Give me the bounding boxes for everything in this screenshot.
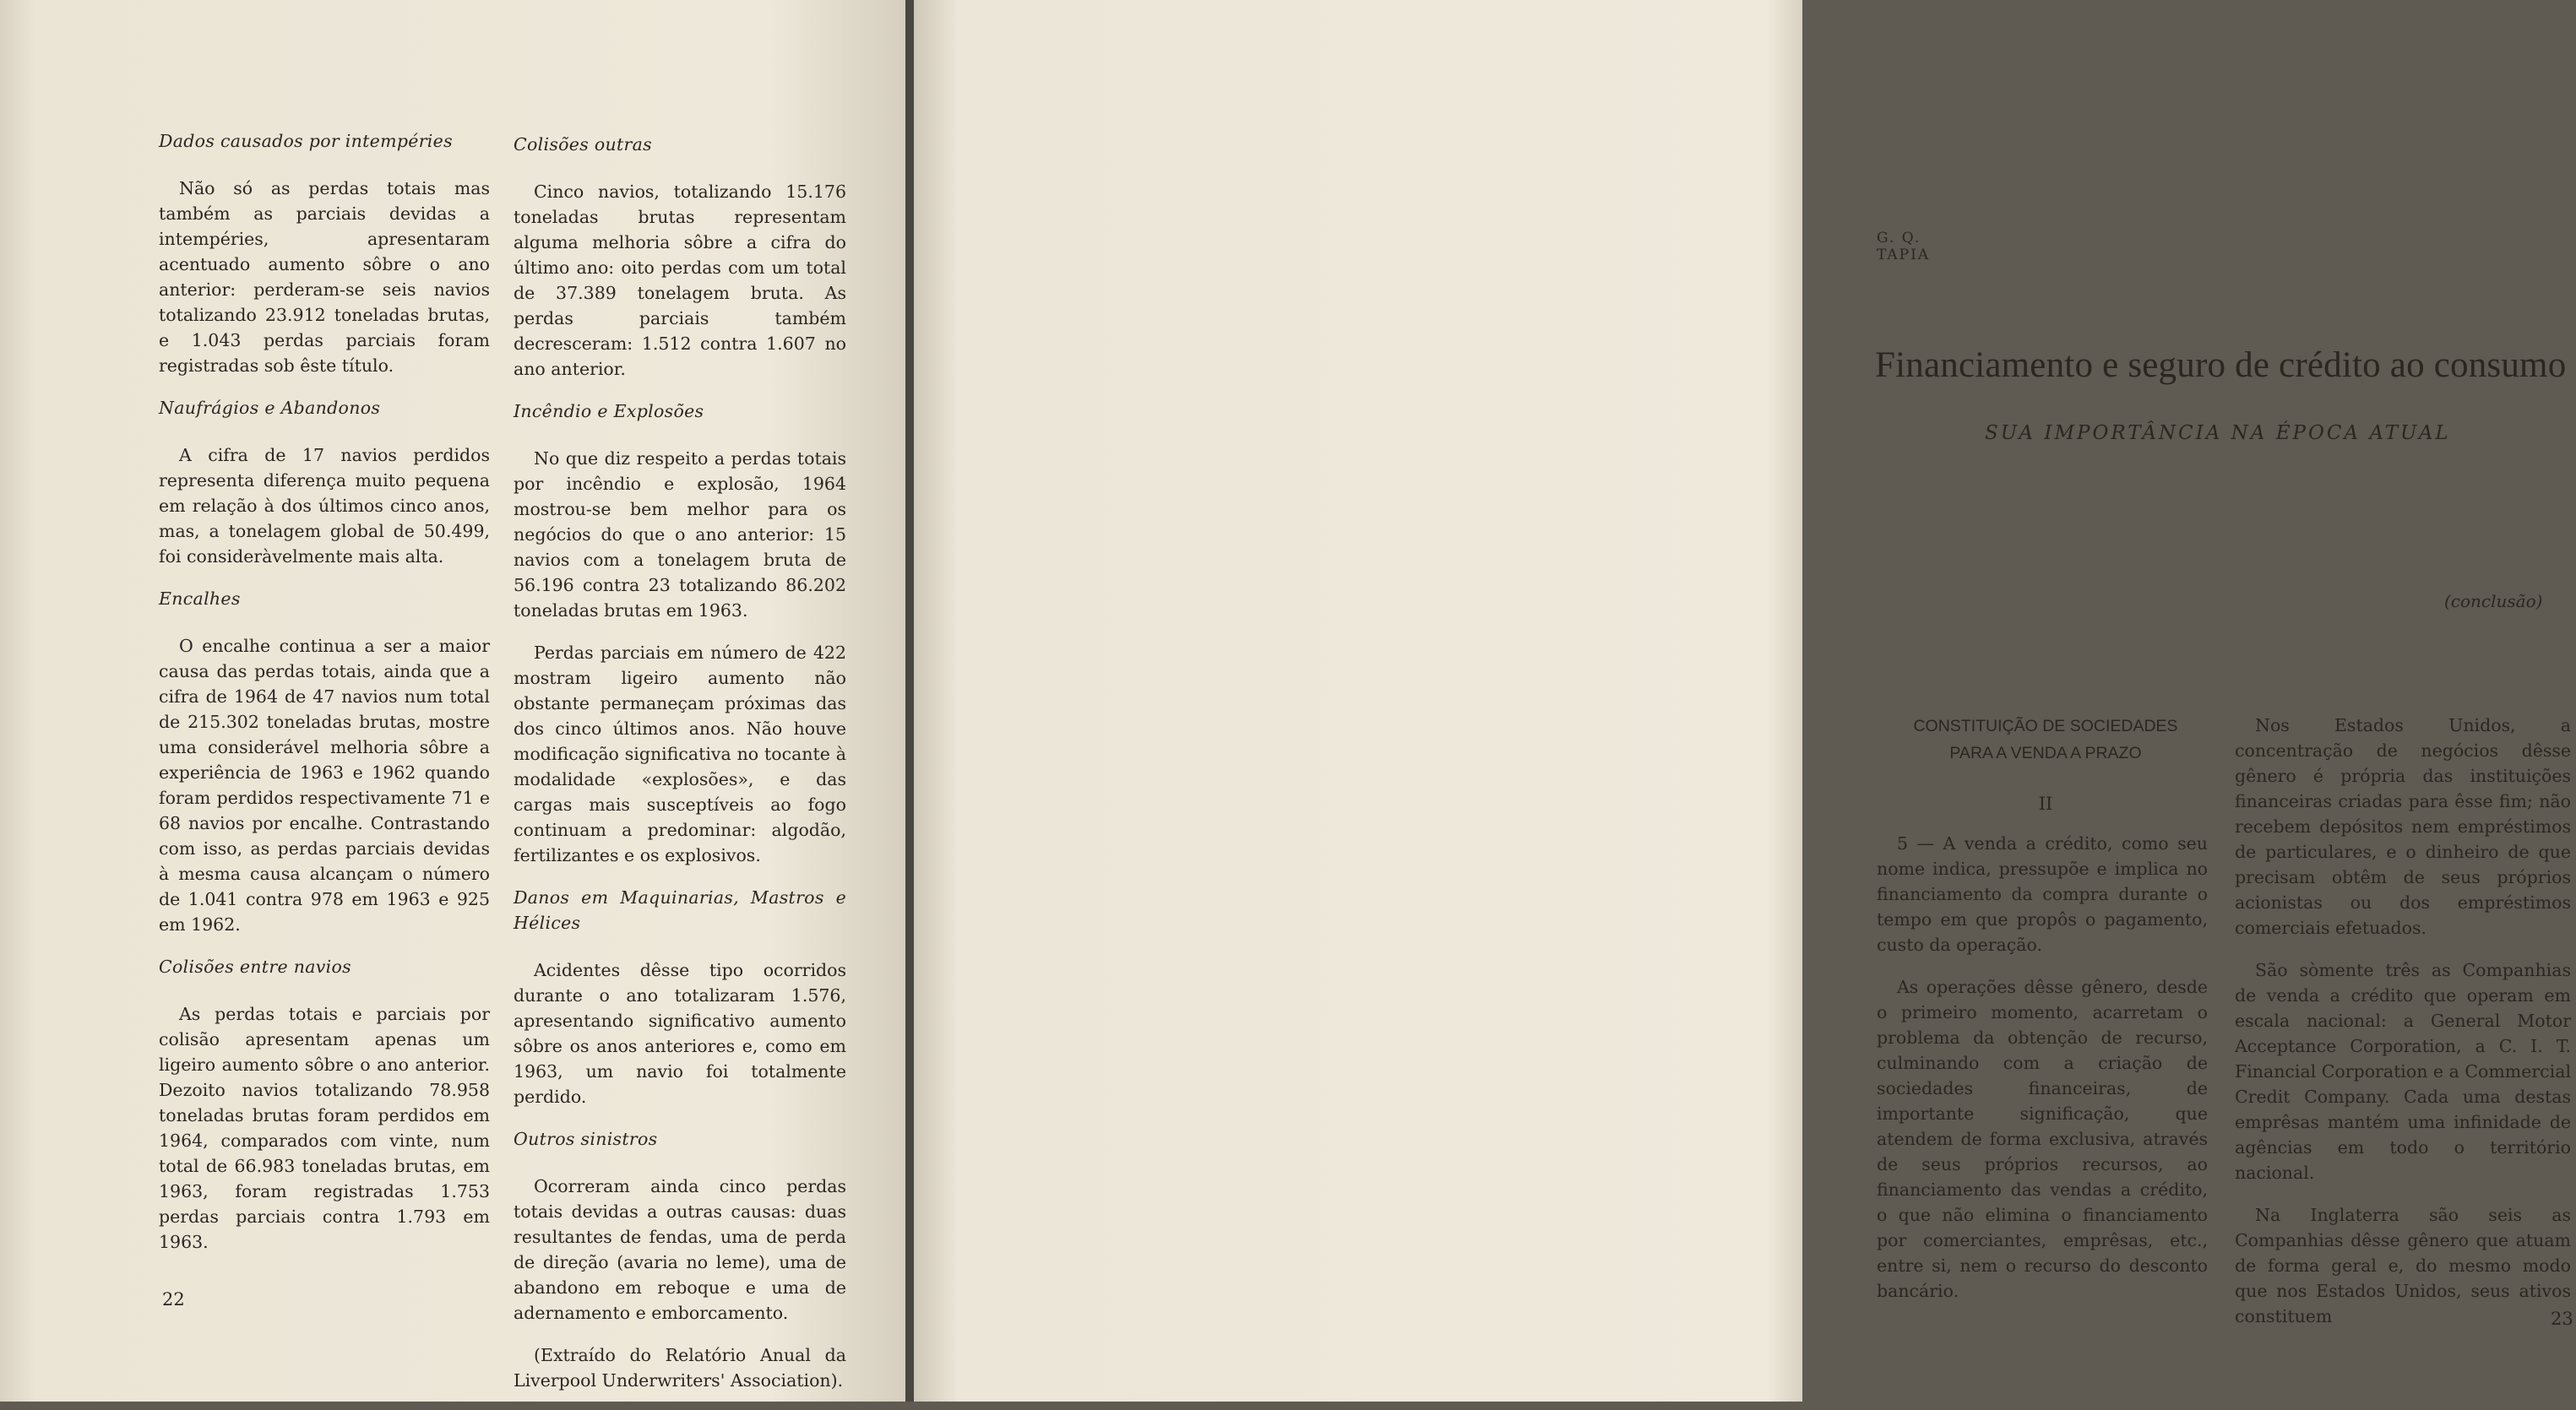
section-subheading: Naufrágios e Abandonos bbox=[159, 398, 381, 418]
right-column-a bbox=[1877, 831, 2208, 1321]
section-heading-line2: PARA A VENDA A PRAZO bbox=[1949, 744, 2142, 762]
article-title: Financiamento e seguro de crédito ao consumo bbox=[1875, 345, 2567, 385]
page-number-left: 22 bbox=[162, 1289, 185, 1310]
body-paragraph: As operações dêsse gênero, desde o primeiro momento, acarretam o problema da obtenção de recurso, culminando com a criação de sociedades financeiras, de importante significação, que atendem de forma exclusiva, através de seus próprios recursos, ao financiamento das vendas a crédito, o que não elimina o financiamento por comerciantes, emprêsas, etc., entre si, nem o recurso do desconto bancário. bbox=[1877, 977, 2208, 1301]
body-paragraph: 5 — A venda a crédito, como seu nome indica, pressupõe e implica no financiamento da compra durante o tempo em que propôs o pagamento, custo da operação. bbox=[1877, 833, 2208, 955]
section-subheading: Colisões outras bbox=[514, 134, 652, 155]
section-subheading: Encalhes bbox=[159, 588, 241, 609]
conclusion-note: (conclusão) bbox=[2444, 591, 2543, 611]
left-column-a bbox=[159, 128, 490, 1272]
right-page bbox=[914, 0, 2573, 1402]
body-paragraph: O encalhe continua a ser a maior causa das perdas totais, ainda que a cifra de 1964 de 47 navios num total de 215.302 toneladas brutas, mostre uma considerável melhoria sôbre a experiência de 1963 e 1962 quando foram perdidos respectivamente 71 e 68 navios por encalhe. Contrastando com isso, as perdas parciais devidas à mesma causa alcançam o número de 1.041 contra 978 em 1963 e 925 em 1962. bbox=[159, 636, 490, 935]
right-column-b bbox=[2235, 713, 2571, 1346]
body-paragraph: Ocorreram ainda cinco perdas totais devidas a outras causas: duas resultantes de fendas, uma de perda de direção (avaria no leme), uma de abandono em reboque e uma de adernamento e emborcamento. bbox=[514, 1176, 846, 1323]
section-subheading: Colisões entre navios bbox=[159, 957, 351, 977]
article-author: G. Q. TAPIA bbox=[1877, 230, 1931, 263]
body-paragraph: (Extraído do Relatório Anual da Liverpool Underwriters' Association). bbox=[514, 1345, 846, 1391]
body-paragraph: Nos Estados Unidos, a concentração de negócios dêsse gênero é própria das instituições financeiras criadas para êsse fim; não recebem depósitos nem empréstimos de particulares, e o dinheiro de que precisam obtêm de seus próprios acionistas ou dos empréstimos comerciais efetuados. bbox=[2235, 715, 2571, 938]
body-paragraph: São sòmente três as Companhias de venda a crédito que operam em escala nacional: a General Motor Acceptance Corporation, a C. I. T. Financial Corporation e a Commercial Credit Company. Cada uma destas emprêsas mantém uma infinidade de agências em todo o território nacional. bbox=[2235, 960, 2571, 1183]
left-column-b bbox=[514, 132, 846, 1410]
body-paragraph: Não só as perdas totais mas também as parciais devidas a intempéries, apresentaram acentuado aumento sôbre o ano anterior: perderam-se seis navios totalizando 23.912 toneladas brutas, e 1.043 perdas parciais foram registradas sob êste título. bbox=[159, 178, 490, 376]
section-subheading: Incêndio e Explosões bbox=[514, 401, 704, 421]
article-subtitle: SUA IMPORTÂNCIA NA ÉPOCA ATUAL bbox=[1985, 422, 2451, 444]
body-paragraph: Na Inglaterra são seis as Companhias dêsse gênero que atuam de forma geral e, do mesmo modo que nos Estados Unidos, seus ativos constituem bbox=[2235, 1205, 2571, 1326]
book-gutter bbox=[905, 0, 914, 1402]
section-subheading: Outros sinistros bbox=[514, 1129, 658, 1149]
body-paragraph: No que diz respeito a perdas totais por incêndio e explosão, 1964 mostrou-se bem melhor para os negócios do que o ano anterior: 15 navios com a tonelagem bruta de 56.196 contra 23 totalizando 86.202 toneladas brutas em 1963. bbox=[514, 448, 846, 621]
section-heading bbox=[1877, 713, 2215, 767]
section-heading-line1: CONSTITUIÇÃO DE SOCIEDADES bbox=[1913, 717, 2178, 735]
body-paragraph: A cifra de 17 navios perdidos representa diferença muito pequena em relação à dos últimos cinco anos, mas, a tonelagem global de 50.499, foi consideràvelmente mais alta. bbox=[159, 445, 490, 567]
left-page bbox=[0, 0, 905, 1402]
section-subheading: Danos em Maquinarias, Mastros e Hélices bbox=[514, 887, 846, 933]
section-subheading: Dados causados por intempéries bbox=[159, 131, 453, 151]
body-paragraph: Cinco navios, totalizando 15.176 toneladas brutas representam alguma melhoria sôbre a cifra do último ano: oito perdas com um total de 37.389 tonelagem bruta. As perdas parciais também decresceram: 1.512 contra 1.607 no ano anterior. bbox=[514, 182, 846, 379]
body-paragraph: Acidentes dêsse tipo ocorridos durante o ano totalizaram 1.576, apresentando significativo aumento sôbre os anos anteriores e, como em 1963, um navio foi totalmente perdido. bbox=[514, 960, 846, 1107]
body-paragraph: As perdas totais e parciais por colisão apresentam apenas um ligeiro aumento sôbre o ano anterior. Dezoito navios totalizando 78.958 toneladas brutas foram perdidos em 1964, comparados com vinte, num total de 66.983 toneladas brutas, em 1963, foram registradas 1.753 perdas parciais contra 1.793 em 1963. bbox=[159, 1004, 490, 1252]
section-number: II bbox=[2038, 794, 2053, 814]
body-paragraph: Perdas parciais em número de 422 mostram ligeiro aumento não obstante permaneçam próximas das dos cinco últimos anos. Não houve modificação significativa no tocante à modalidade «explosões», e das cargas mais susceptíveis ao fogo continuam a predominar: algodão, fertilizantes e os explosivos. bbox=[514, 643, 846, 865]
page-number-right: 23 bbox=[2551, 1309, 2573, 1329]
